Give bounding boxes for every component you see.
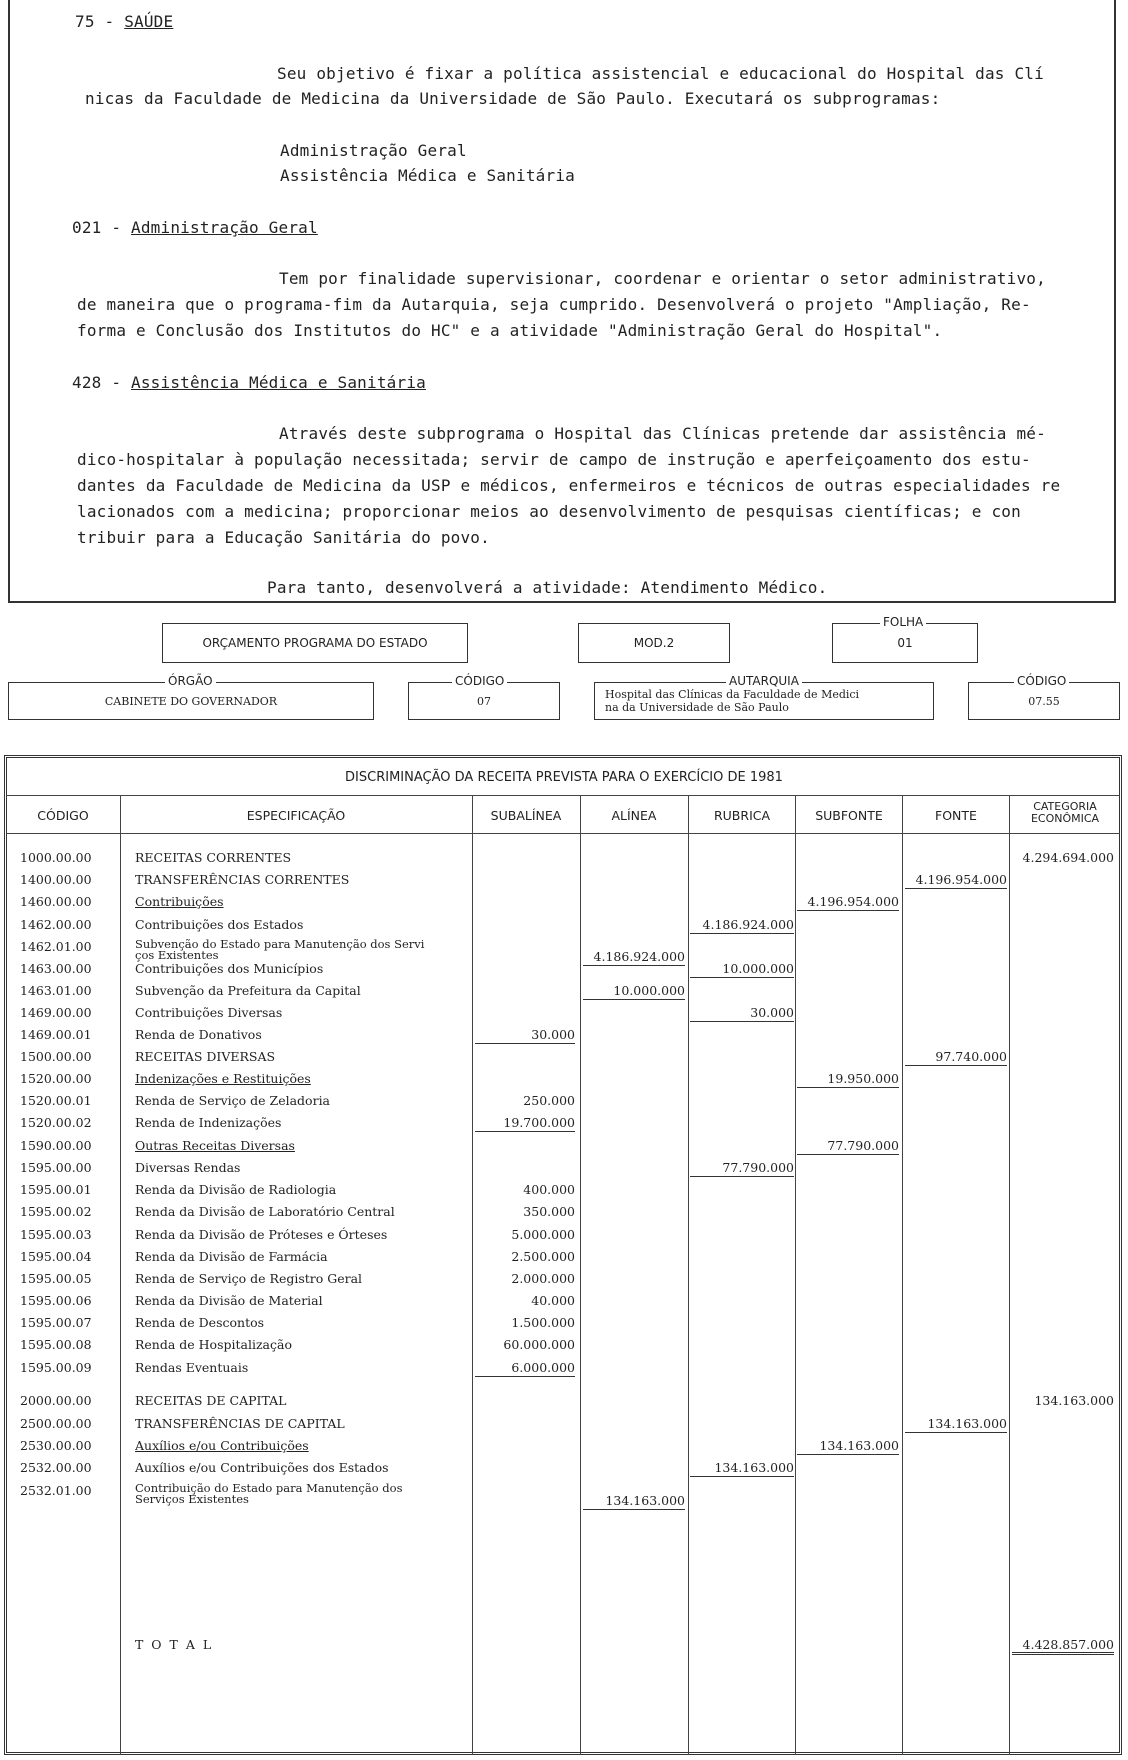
table-row <box>0 1160 1128 1182</box>
autarquia-text <box>605 688 859 714</box>
row-specification: Subvenção da Prefeitura da Capital <box>135 983 361 998</box>
row-specification: RECEITAS CORRENTES <box>135 850 292 865</box>
table-row <box>0 1049 1128 1071</box>
total-label: T O T A L <box>135 1637 214 1652</box>
table-row <box>0 1271 1128 1293</box>
autarquia-line-2: na da Universidade de São Paulo <box>605 701 789 714</box>
row-specification: Renda da Divisão de Farmácia <box>135 1249 328 1264</box>
row-code: 1520.00.01 <box>20 1093 92 1108</box>
row-code: 2532.00.00 <box>20 1460 92 1475</box>
row-code: 1595.00.03 <box>20 1227 92 1242</box>
table-row <box>0 850 1128 872</box>
table-row <box>0 1416 1128 1438</box>
subprogram-2-line: dantes da Faculdade de Medicina da USP e médicos, enfermeiros e técnicos de outras especialidades re <box>77 476 1061 495</box>
subprogram-2-line: tribuir para a Educação Sanitária do povo. <box>77 528 490 547</box>
col-categoria-line-1: CATEGORIA <box>1033 800 1097 813</box>
row-specification: Contribuições <box>135 894 224 909</box>
table-row <box>0 917 1128 939</box>
row-specification: Auxílios e/ou Contribuições <box>135 1438 309 1453</box>
col-subfonte: SUBFONTE <box>815 808 883 823</box>
table-rule <box>6 795 1120 796</box>
row-specification-line: Contribuição do Estado para Manutenção dos <box>135 1481 403 1495</box>
codigo2-label: CÓDIGO <box>1014 674 1069 688</box>
codigo2-value: 07.55 <box>1028 694 1060 708</box>
table-rule <box>6 833 1120 834</box>
col-rubrica: RUBRICA <box>713 808 771 823</box>
row-code: 1595.00.08 <box>20 1337 92 1352</box>
row-value-rub: 134.163.000 <box>690 1460 794 1477</box>
autarquia-label: AUTARQUIA <box>726 674 802 688</box>
subprogram-2-line: lacionados com a medicina; proporcionar meios ao desenvolvimento de pesquisas científicas; e con <box>77 502 1021 521</box>
row-value-fon: 4.196.954.000 <box>905 872 1007 889</box>
row-specification: Renda de Serviço de Zeladoria <box>135 1093 331 1108</box>
row-specification: Renda de Serviço de Registro Geral <box>135 1271 363 1286</box>
subprogram-item: Assistência Médica e Sanitária <box>280 166 575 185</box>
row-value-rub: 77.790.000 <box>690 1160 794 1177</box>
row-value-sub: 5.000.000 <box>511 1227 575 1242</box>
row-specification: TRANSFERÊNCIAS CORRENTES <box>135 872 350 887</box>
table-row <box>0 1182 1128 1204</box>
row-code: 1520.00.02 <box>20 1115 92 1130</box>
table-row <box>0 1438 1128 1460</box>
row-specification: Indenizações e Restituições <box>135 1071 311 1086</box>
table-row <box>0 1227 1128 1249</box>
orcamento-box: ORÇAMENTO PROGRAMA DO ESTADO <box>162 623 468 663</box>
table-row <box>0 1005 1128 1027</box>
row-specification-line: Serviços Existentes <box>135 1492 249 1506</box>
codigo-label: CÓDIGO <box>452 674 507 688</box>
row-code: 1460.00.00 <box>20 894 92 909</box>
row-value-cat: 4.294.694.000 <box>1022 850 1114 865</box>
row-code: 1463.00.00 <box>20 961 92 976</box>
row-value-sub: 2.000.000 <box>511 1271 575 1286</box>
section-title: SAÚDE <box>124 12 174 31</box>
row-specification: Renda da Divisão de Radiologia <box>135 1182 337 1197</box>
row-value-sub: 30.000 <box>475 1027 575 1044</box>
row-specification-line: Subvenção do Estado para Manutenção dos Servi <box>135 937 425 951</box>
subprogram-2-heading <box>72 373 426 392</box>
table-row <box>0 1138 1128 1160</box>
row-code: 1520.00.00 <box>20 1071 92 1086</box>
row-code: 1463.01.00 <box>20 983 92 998</box>
row-code: 1595.00.00 <box>20 1160 92 1175</box>
row-specification: Renda de Donativos <box>135 1027 262 1042</box>
row-specification: Renda de Indenizações <box>135 1115 282 1130</box>
row-value-ali: 10.000.000 <box>583 983 685 1000</box>
row-specification: RECEITAS DE CAPITAL <box>135 1393 287 1408</box>
row-value-rub: 30.000 <box>690 1005 794 1022</box>
row-code: 1590.00.00 <box>20 1138 92 1153</box>
subprogram-2-number: 428 - <box>72 373 122 392</box>
row-value-sbf: 4.196.954.000 <box>797 894 899 911</box>
row-code: 2530.00.00 <box>20 1438 92 1453</box>
subprogram-2-line: dico-hospitalar à população necessitada; servir de campo de instrução e aperfeiçoamento dos estu- <box>77 450 1031 469</box>
intro-line-1: Seu objetivo é fixar a política assistencial e educacional do Hospital das Clí <box>277 64 1044 83</box>
subprogram-1-number: 021 - <box>72 218 122 237</box>
row-code: 1469.00.00 <box>20 1005 92 1020</box>
row-code: 2000.00.00 <box>20 1393 92 1408</box>
col-subalinea: SUBALÍNEA <box>490 808 562 823</box>
table-row <box>0 1337 1128 1359</box>
table-row <box>0 937 1128 964</box>
row-value-fon: 97.740.000 <box>905 1049 1007 1066</box>
row-value-sub: 60.000.000 <box>503 1337 575 1352</box>
row-value-sub: 250.000 <box>523 1093 575 1108</box>
table-row <box>0 894 1128 916</box>
row-specification: Contribuições Diversas <box>135 1005 283 1020</box>
subprogram-1-line: de maneira que o programa-fim da Autarquia, seja cumprido. Desenvolverá o projeto "Ampliação, Re- <box>77 295 1031 314</box>
table-row <box>0 983 1128 1005</box>
section-heading <box>75 12 173 31</box>
intro-line-2: nicas da Faculdade de Medicina da Universidade de São Paulo. Executará os subprogramas: <box>85 89 941 108</box>
row-value-sub: 19.700.000 <box>475 1115 575 1132</box>
row-value-sub: 2.500.000 <box>511 1249 575 1264</box>
row-code: 1595.00.02 <box>20 1204 92 1219</box>
row-specification <box>135 1483 470 1505</box>
row-code: 1462.01.00 <box>20 939 92 954</box>
row-value-rub: 10.000.000 <box>690 961 794 978</box>
col-fonte: FONTE <box>935 808 977 823</box>
orgao-value: CABINETE DO GOVERNADOR <box>104 694 278 708</box>
row-code: 1400.00.00 <box>20 872 92 887</box>
row-value-sbf: 19.950.000 <box>797 1071 899 1088</box>
row-specification: Renda da Divisão de Material <box>135 1293 323 1308</box>
table-row <box>0 1071 1128 1093</box>
table-title: DISCRIMINAÇÃO DA RECEITA PREVISTA PARA O EXERCÍCIO DE 1981 <box>345 770 783 785</box>
row-specification: TRANSFERÊNCIAS DE CAPITAL <box>135 1416 345 1431</box>
subprogram-2-title: Assistência Médica e Sanitária <box>131 373 426 392</box>
subprogram-1-title: Administração Geral <box>131 218 318 237</box>
row-code: 1500.00.00 <box>20 1049 92 1064</box>
row-value-sbf: 77.790.000 <box>797 1138 899 1155</box>
row-value-cat: 134.163.000 <box>1034 1393 1114 1408</box>
row-code: 1469.00.01 <box>20 1027 92 1042</box>
row-value-rub: 4.186.924.000 <box>690 917 794 934</box>
subprogram-1-heading <box>72 218 318 237</box>
table-row <box>0 1204 1128 1226</box>
row-code: 2532.01.00 <box>20 1483 92 1498</box>
row-value-sbf: 134.163.000 <box>797 1438 899 1455</box>
table-row <box>0 1027 1128 1049</box>
closing-line: Para tanto, desenvolverá a atividade: Atendimento Médico. <box>267 578 828 597</box>
row-value-sub: 400.000 <box>523 1182 575 1197</box>
mod-box: MOD.2 <box>578 623 730 663</box>
row-value-sub: 40.000 <box>531 1293 575 1308</box>
autarquia-line-1: Hospital das Clínicas da Faculdade de Medici <box>605 688 860 701</box>
orgao-label: ÓRGÃO <box>165 674 216 688</box>
col-categoria <box>1011 801 1119 825</box>
row-code: 1595.00.07 <box>20 1315 92 1330</box>
table-row <box>0 1093 1128 1115</box>
row-code: 2500.00.00 <box>20 1416 92 1431</box>
col-especificacao: ESPECIFICAÇÃO <box>246 808 346 823</box>
row-specification: Contribuições dos Estados <box>135 917 304 932</box>
total-value: 4.428.857.000 <box>1012 1637 1114 1655</box>
col-alinea: ALÍNEA <box>611 808 657 823</box>
table-row <box>0 1115 1128 1137</box>
col-codigo: CÓDIGO <box>37 808 89 823</box>
row-specification: Renda de Descontos <box>135 1315 265 1330</box>
table-row <box>0 1315 1128 1337</box>
table-row <box>0 1460 1128 1482</box>
table-row <box>0 872 1128 894</box>
table-row <box>0 1481 1128 1508</box>
row-specification: Renda da Divisão de Próteses e Órteses <box>135 1227 388 1242</box>
section-number: 75 - <box>75 12 115 31</box>
codigo-value: 07 <box>477 694 491 708</box>
row-value-ali: 134.163.000 <box>583 1493 685 1510</box>
row-code: 1595.00.05 <box>20 1271 92 1286</box>
row-specification <box>135 939 470 961</box>
row-value-sub: 1.500.000 <box>511 1315 575 1330</box>
subprogram-1-line: forma e Conclusão dos Institutos do HC" e a atividade "Administração Geral do Hospital". <box>77 321 943 340</box>
subprogram-2-line: Através deste subprograma o Hospital das Clínicas pretende dar assistência mé- <box>279 424 1046 443</box>
row-specification: Renda da Divisão de Laboratório Central <box>135 1204 395 1219</box>
row-code: 1595.00.06 <box>20 1293 92 1308</box>
row-specification-line: ços Existentes <box>135 948 219 962</box>
row-specification: Rendas Eventuais <box>135 1360 249 1375</box>
subprogram-1-line: Tem por finalidade supervisionar, coordenar e orientar o setor administrativo, <box>279 269 1046 288</box>
row-code: 1000.00.00 <box>20 850 92 865</box>
row-value-fon: 134.163.000 <box>905 1416 1007 1433</box>
row-specification: Diversas Rendas <box>135 1160 241 1175</box>
table-row <box>0 961 1128 983</box>
subprogram-item: Administração Geral <box>280 141 467 160</box>
row-specification: Outras Receitas Diversas <box>135 1138 295 1153</box>
row-value-sub: 6.000.000 <box>475 1360 575 1377</box>
folha-box: 01 <box>832 623 978 663</box>
row-code: 1595.00.04 <box>20 1249 92 1264</box>
row-specification: Auxílios e/ou Contribuições dos Estados <box>135 1460 389 1475</box>
row-specification: RECEITAS DIVERSAS <box>135 1049 276 1064</box>
table-row <box>0 1360 1128 1382</box>
folha-label: FOLHA <box>880 615 926 629</box>
col-categoria-line-2: ECONÔMICA <box>1030 812 1100 825</box>
table-row <box>0 1293 1128 1315</box>
row-code: 1595.00.09 <box>20 1360 92 1375</box>
row-specification: Renda de Hospitalização <box>135 1337 292 1352</box>
row-code: 1462.00.00 <box>20 917 92 932</box>
table-row <box>0 1249 1128 1271</box>
total-row <box>0 1637 1128 1659</box>
row-value-sub: 350.000 <box>523 1204 575 1219</box>
table-row <box>0 1393 1128 1415</box>
row-specification: Contribuições dos Municípios <box>135 961 324 976</box>
row-value-ali: 4.186.924.000 <box>583 949 685 966</box>
row-code: 1595.00.01 <box>20 1182 92 1197</box>
